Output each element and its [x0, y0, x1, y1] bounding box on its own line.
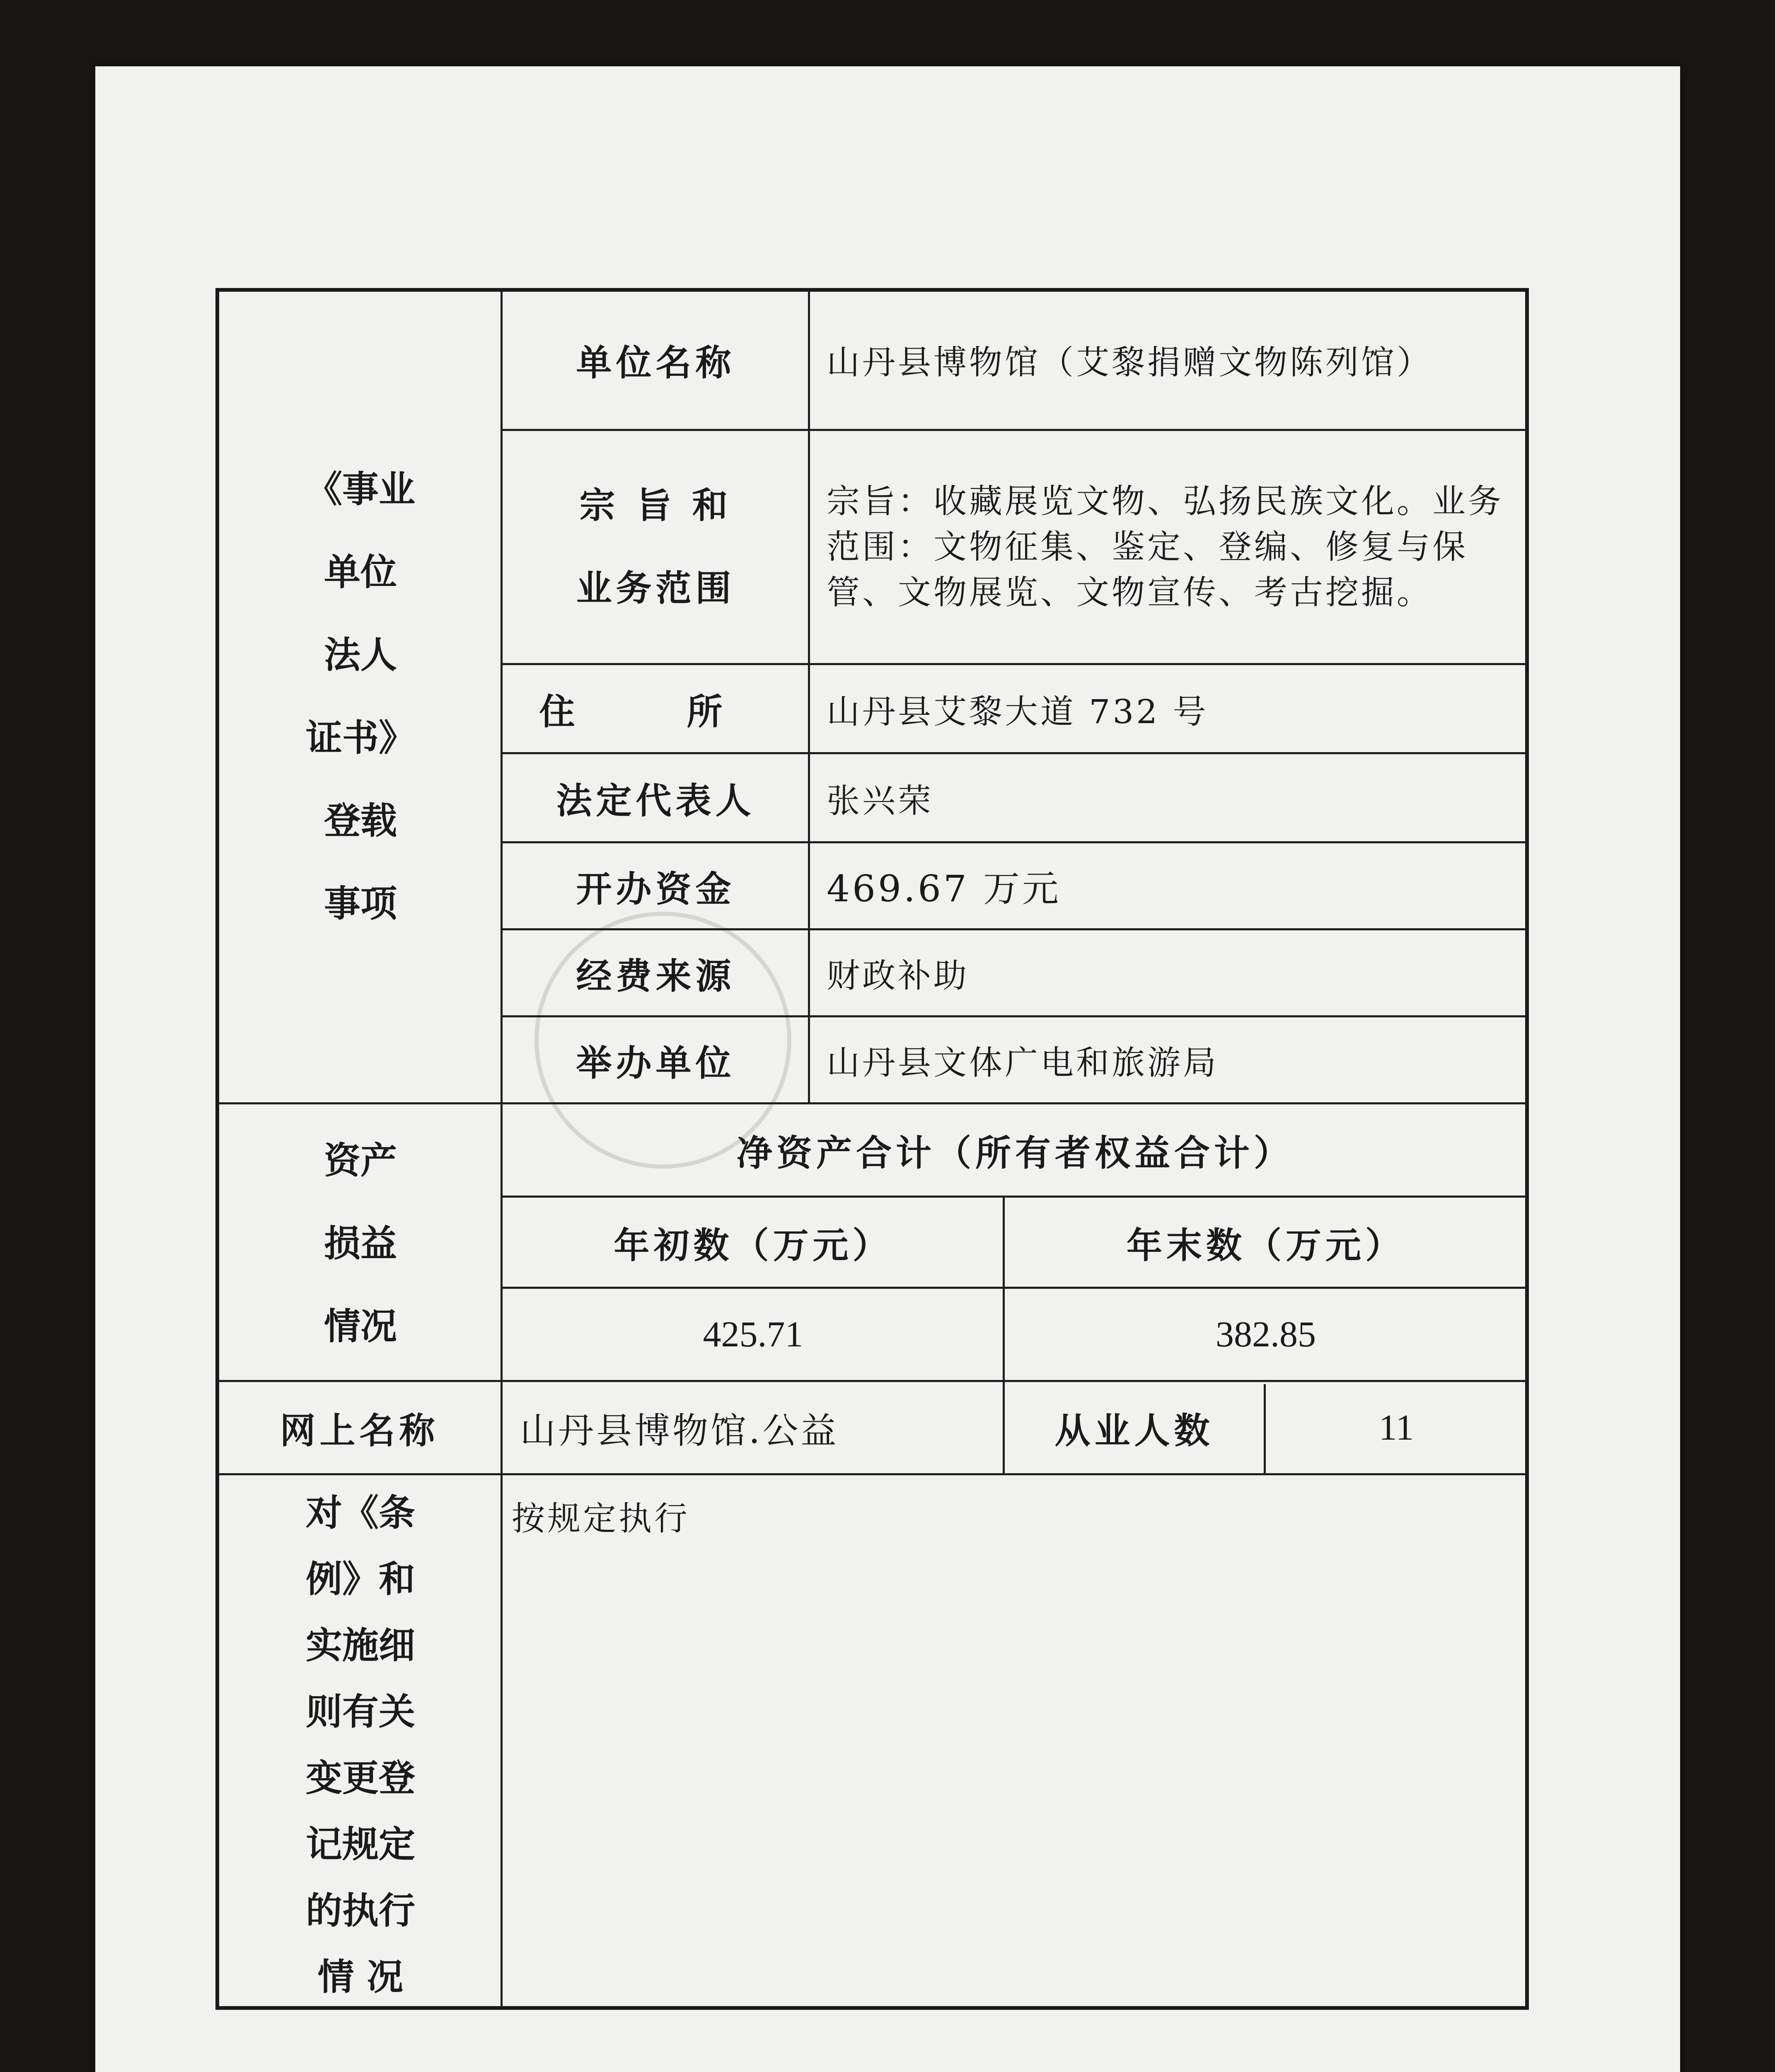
- end-of-year-label: 年末数（万元）: [1127, 1224, 1405, 1266]
- regulation-execution-value: 按规定执行: [512, 1499, 690, 1538]
- staff-count-value: 11: [1378, 1407, 1414, 1448]
- net-assets-header: 净资产合计（所有者权益合计）: [737, 1132, 1294, 1174]
- start-of-year-label: 年初数（万元）: [614, 1224, 892, 1266]
- legal-rep-value: 张兴荣: [827, 781, 933, 820]
- funding-source-value: 财政补助: [827, 956, 969, 995]
- start-of-year-value: 425.71: [703, 1314, 803, 1355]
- sponsor-value: 山丹县文体广电和旅游局: [827, 1043, 1219, 1082]
- sponsor-label: 举办单位: [576, 1042, 735, 1084]
- end-of-year-value: 382.85: [1216, 1314, 1316, 1355]
- unit-name-value: 山丹县博物馆（艾黎捐赠文物陈列馆）: [827, 343, 1432, 382]
- staff-count-label: 从业人数: [1054, 1410, 1214, 1452]
- assets-section-label: 资产 损益 情况: [324, 1139, 397, 1348]
- funding-source-label: 经费来源: [576, 955, 735, 997]
- unit-name-label: 单位名称: [576, 341, 735, 384]
- legal-rep-label: 法定代表人: [556, 780, 755, 822]
- regulation-section-label: 对《条 例》和 实施细 则有关 变更登 记规定 的执行 情 况: [305, 1491, 415, 1998]
- online-name-value: 山丹县博物馆.公益: [520, 1410, 839, 1452]
- capital-label: 开办资金: [576, 868, 735, 910]
- purpose-scope-value: 宗旨：收藏展览文物、弘扬民族文化。业务范围：文物征集、鉴定、登编、修复与保管、文物展览、文物宣传、考古挖掘。: [827, 482, 1504, 612]
- registration-section-label: 《事业 单位 法人 证书》 登载 事项: [305, 467, 415, 925]
- purpose-scope-label: 宗 旨 和 业务范围: [576, 484, 735, 609]
- capital-value: 469.67 万元: [827, 867, 1061, 910]
- address-value: 山丹县艾黎大道 732 号: [827, 692, 1209, 731]
- address-label: 住 所: [539, 691, 772, 733]
- online-name-label: 网上名称: [280, 1410, 439, 1452]
